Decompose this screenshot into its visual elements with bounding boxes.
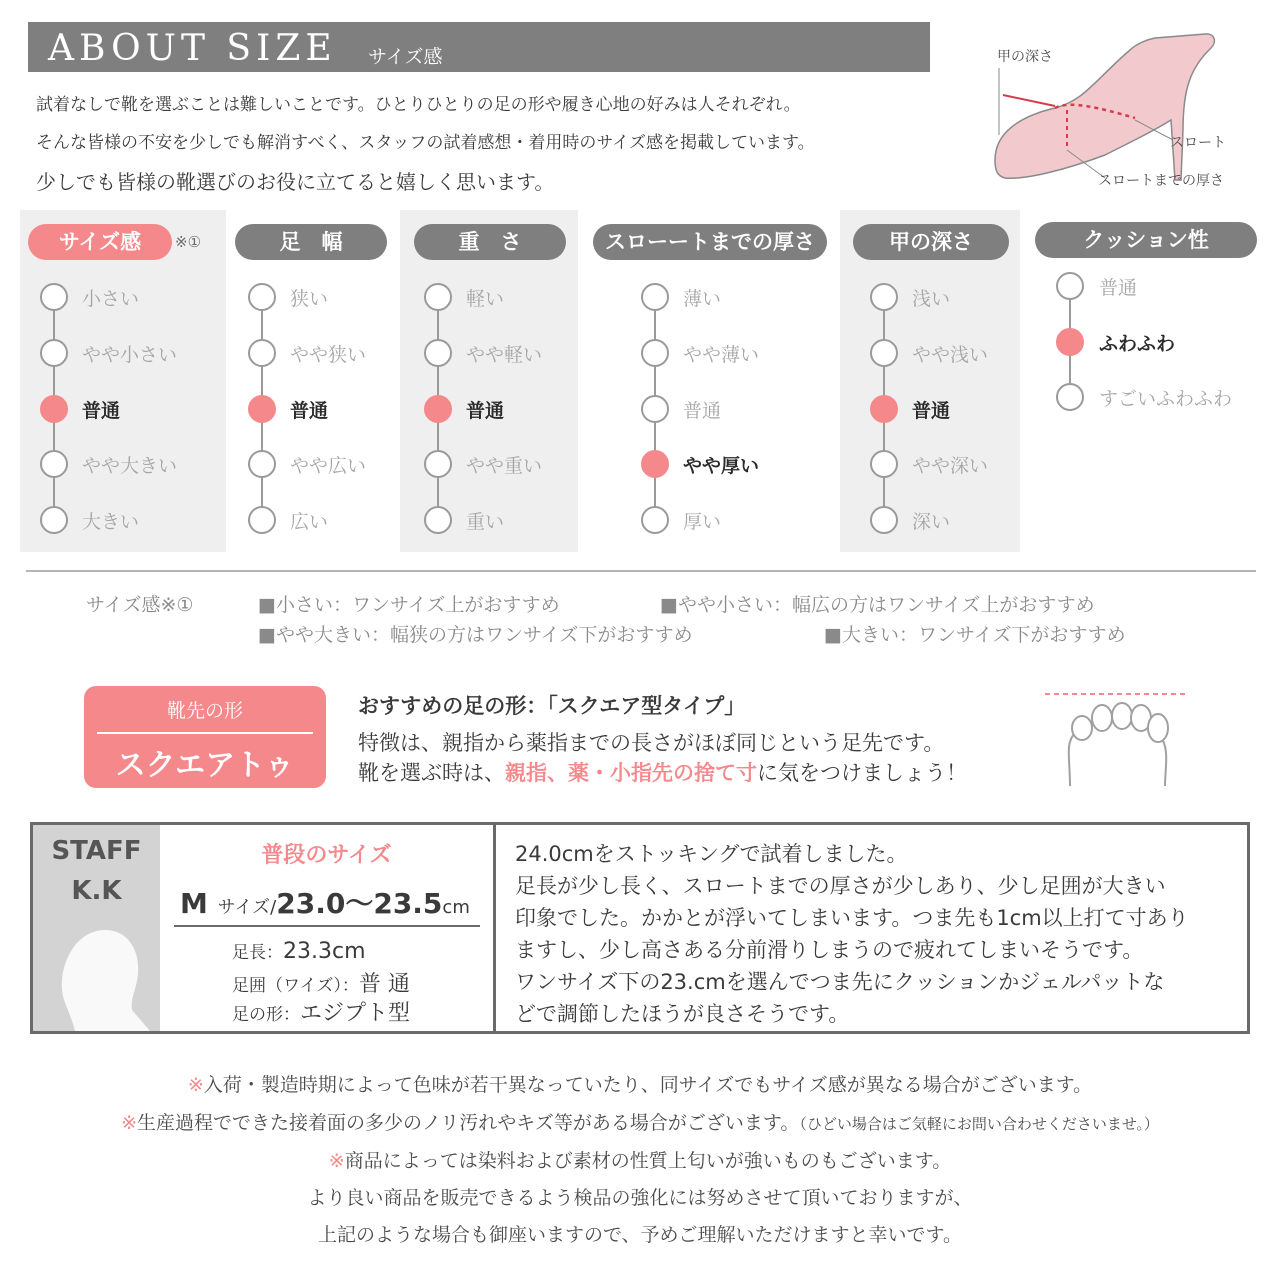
staff-comment-line: 印象でした。かかとが浮いてしまいます。つま先も1cm以上打て寸あり <box>515 906 1189 930</box>
staff-comment-line: ワンサイズ下の23.cmを選んでつま先にクッションかジェルパットな <box>515 970 1165 994</box>
footer-mark: ※ <box>328 1150 345 1172</box>
staff-comment-line: 24.0cmをストッキングで試着しました。 <box>515 842 908 866</box>
scale-option-selected-dot <box>40 395 68 423</box>
scale-option-label: 浅い <box>912 288 951 310</box>
toe-choose-text <box>358 757 967 787</box>
footer-note-2 <box>0 1108 1280 1135</box>
size-letter: M <box>180 887 208 920</box>
scale-option-dot <box>641 283 669 311</box>
page-title: ABOUT SIZE <box>48 28 337 69</box>
scale-option-label: 軽い <box>466 288 505 310</box>
footer-mark: ※ <box>121 1112 137 1134</box>
scale-option-dot <box>424 506 452 534</box>
footer-mark: ※ <box>187 1074 204 1096</box>
scale-option-label: 普通 <box>466 399 505 422</box>
scale-option-label: やや重い <box>466 455 543 478</box>
scale-option-label: やや深い <box>912 455 989 478</box>
legend-item-large: ■大きい：ワンサイズ下がおすすめ <box>824 624 1126 646</box>
scale-option-dot <box>40 283 68 311</box>
scale-option-label: やや大きい <box>82 455 178 478</box>
legend-item-slightly-small: ■やや小さい：幅広の方はワンサイズ上がおすすめ <box>660 594 1095 616</box>
size-note-mark: ※① <box>175 233 202 251</box>
size-word: サイズ/ <box>217 897 277 918</box>
diagram-label-throat: スロート <box>1170 135 1226 151</box>
scale-option-label: 狭い <box>290 288 329 310</box>
size-underline <box>174 925 480 927</box>
scale-option-label: ふわふわ <box>1099 332 1176 355</box>
scale-option-label: 厚い <box>683 511 722 533</box>
scale-option-dot <box>1056 272 1084 300</box>
scale-option-dot <box>870 339 898 367</box>
scale-option-dot <box>248 506 276 534</box>
size-range: 23.0〜23.5 <box>276 887 443 920</box>
scale-option-dot <box>424 283 452 311</box>
toe-feature: 特徴は、親指から薬指までの長さがほぼ同じという足先です。 <box>358 731 945 755</box>
foot-width <box>232 967 410 998</box>
scale-option-label: やや広い <box>290 455 367 478</box>
intro-line-2: そんな皆様の不安を少しでも解消すべく、スタッフの試着感想・着用時のサイズ感を掲載しています。 <box>36 133 815 153</box>
column-title-width: 足 幅 <box>235 224 387 260</box>
column-bg-size <box>20 210 226 552</box>
column-title-throat: スローートまでの厚さ <box>593 224 827 260</box>
usual-size-title: 普段のサイズ <box>261 843 392 868</box>
scale-option-label: 普通 <box>912 399 951 422</box>
footer-note-4: より良い商品を販売できるよう検品の強化には努めさせて頂いておりますが、 <box>307 1187 973 1209</box>
toe-choose-post: に気をつけましょう！ <box>757 761 967 785</box>
staff-comment-line: 足長が少し長く、スロートまでの厚さが少しあり、少し足囲が大きい <box>515 874 1166 898</box>
scale-option-label: 大きい <box>82 511 140 533</box>
scale-option-dot <box>248 283 276 311</box>
toe-shape-small-label: 靴先の形 <box>166 700 243 722</box>
page-subtitle: サイズ感 <box>368 46 443 68</box>
footer-text-note: （ひどい場合はご気軽にお問い合わせくださいませ。） <box>799 1115 1159 1133</box>
foot-width-key: 足囲（ワイズ）： <box>232 976 359 996</box>
toe-choose-pre: 靴を選ぶ時は、 <box>358 761 505 785</box>
scale-option-label: やや薄い <box>683 343 760 366</box>
toe-recommend: おすすめの足の形：「スクエア型タイプ」 <box>358 694 746 718</box>
intro-line-3: 少しでも皆様の靴選びのお役に立てると嬉しく思います。 <box>36 170 555 194</box>
scale-option-label: やや軽い <box>466 343 543 366</box>
intro-line-1: 試着なしで靴を選ぶことは難しいことです。ひとりひとりの足の形や履き心地の好みは人それぞれ。 <box>36 95 801 115</box>
scale-option-label: 広い <box>290 511 329 533</box>
scale-option-dot <box>641 395 669 423</box>
column-title-instep: 甲の深さ <box>853 224 1009 260</box>
footer-note-3 <box>0 1146 1280 1173</box>
scale-option-dot <box>870 283 898 311</box>
toe-shape-name: スクエアトゥ <box>115 748 295 783</box>
usual-size-line <box>180 882 470 922</box>
staff-comment-line: ますし、少し高さある分前滑りしまうので疲れてしまいそうです。 <box>515 938 1144 962</box>
foot-length-value: 23.3cm <box>283 939 366 964</box>
foot-shape <box>232 996 410 1027</box>
diagram-label-throat-thickness: スロートまでの厚さ <box>1098 173 1224 189</box>
scale-option-selected-dot <box>424 395 452 423</box>
scale-option-dot <box>641 339 669 367</box>
foot-toes-illustration <box>1040 688 1190 788</box>
scale-option-dot <box>40 506 68 534</box>
staff-name: K.K <box>71 876 122 906</box>
column-bg-weight <box>400 210 578 552</box>
toe-choose-highlight: 親指、薬・小指先の捨て寸 <box>505 761 757 785</box>
scale-option-dot <box>641 506 669 534</box>
column-title-size: サイズ感 <box>28 224 172 260</box>
scale-option-label: 重い <box>466 511 505 533</box>
scale-option-selected-dot <box>248 395 276 423</box>
scale-option-label: 普通 <box>1099 277 1138 299</box>
scale-option-label: 小さい <box>82 288 140 310</box>
foot-length <box>232 938 366 964</box>
foot-shape-value: エジプト型 <box>300 1001 411 1026</box>
scale-option-label: 深い <box>912 511 951 533</box>
legend-label: サイズ感※① <box>86 594 194 616</box>
legend-item-small: ■小さい：ワンサイズ上がおすすめ <box>258 594 560 616</box>
footer-text: 商品によっては染料および素材の性質上匂いが強いものもございます。 <box>344 1150 952 1172</box>
scale-option-label: やや厚い <box>683 455 760 478</box>
scale-option-selected-dot <box>1056 328 1084 356</box>
scale-option-dot <box>40 339 68 367</box>
scale-option-dot <box>424 339 452 367</box>
scale-option-label: すごいふわふわ <box>1099 388 1233 410</box>
scale-option-label: 普通 <box>82 399 121 422</box>
scale-option-label: やや狭い <box>290 343 367 366</box>
scale-option-label: 普通 <box>290 399 329 422</box>
column-title-cushion: クッション性 <box>1035 222 1257 258</box>
scale-option-label: やや小さい <box>82 343 178 366</box>
foot-width-value: 普 通 <box>358 972 410 997</box>
column-bg-instep <box>840 210 1020 552</box>
toe-badge-divider <box>97 732 313 734</box>
scale-option-label: 普通 <box>683 399 722 422</box>
scale-option-dot <box>248 339 276 367</box>
footer-note-1 <box>0 1070 1280 1097</box>
scale-option-label: 薄い <box>683 288 722 310</box>
scale-option-dot <box>248 450 276 478</box>
foot-length-key: 足長： <box>232 943 283 963</box>
footer-text: 生産過程でできた接着面の多少のノリ汚れやキズ等がある場合がございます。 <box>137 1112 800 1134</box>
legend-item-slightly-large: ■やや大きい：幅狭の方はワンサイズ下がおすすめ <box>258 624 693 646</box>
diagram-label-instep: 甲の深さ <box>997 49 1053 65</box>
scale-option-dot <box>1056 383 1084 411</box>
column-title-weight: 重 さ <box>414 224 566 260</box>
scale-option-dot <box>870 506 898 534</box>
footer-text: 入荷・製造時期によって色味が若干異なっていたり、同サイズでもサイズ感が異なる場合がございます。 <box>203 1074 1093 1096</box>
section-divider <box>26 570 1256 572</box>
staff-label: STAFF <box>51 836 142 866</box>
staff-comment-line: どで調節したほうが良さそうです。 <box>515 1002 850 1026</box>
scale-option-label: やや浅い <box>912 343 989 366</box>
scale-option-selected-dot <box>641 450 669 478</box>
staff-silhouette-icon <box>40 900 155 1031</box>
staff-box-separator <box>493 825 496 1031</box>
foot-shape-key: 足の形： <box>232 1005 300 1025</box>
size-unit: cm <box>442 897 470 918</box>
footer-note-5: 上記のような場合も御座いますので、予めご理解いただけますと幸いです。 <box>317 1224 963 1246</box>
scale-option-selected-dot <box>870 395 898 423</box>
